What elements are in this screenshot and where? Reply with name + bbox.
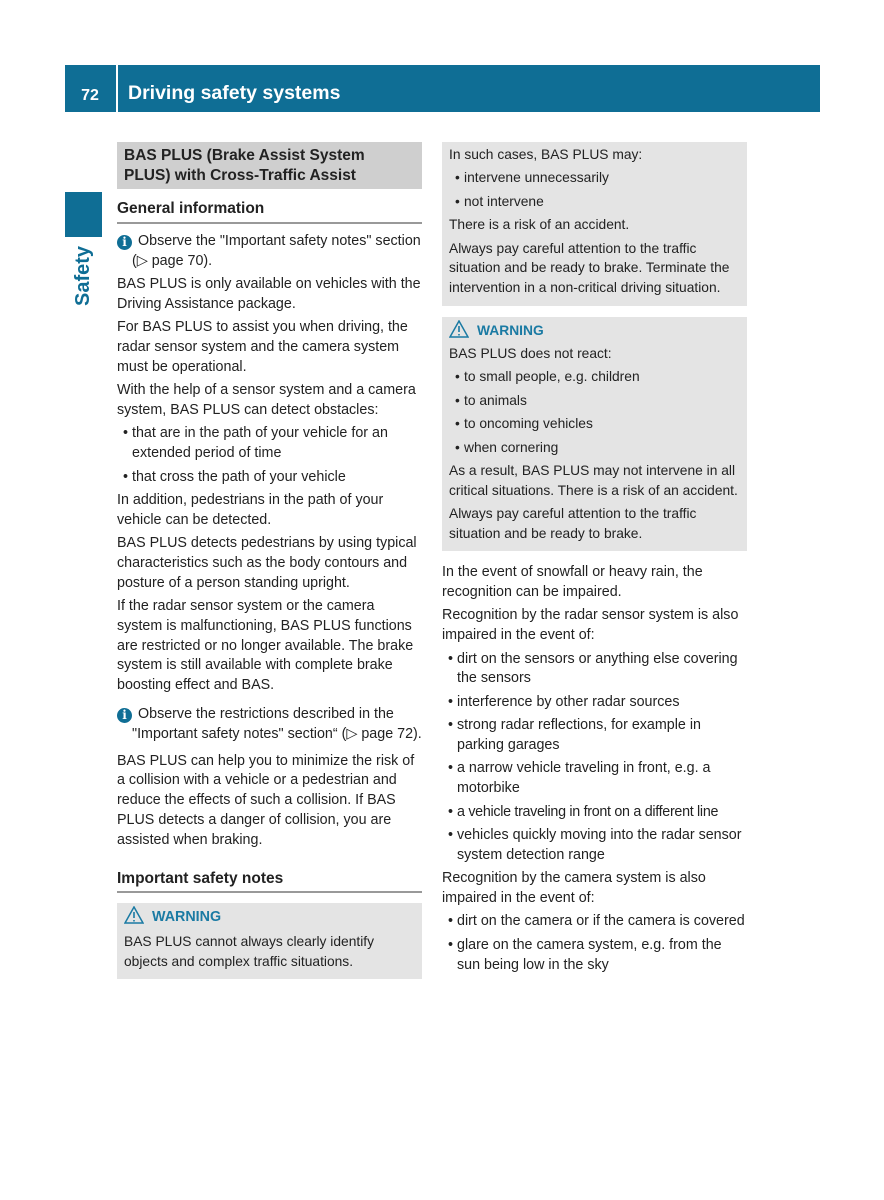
warning-box [117, 903, 422, 979]
safety-heading: Important safety notes [117, 869, 422, 894]
bullet-item: • vehicles quickly moving into the radar sensor system detection range [442, 826, 747, 866]
bullet-item: • interference by other radar sources [442, 693, 747, 713]
warning-triangle-icon [124, 906, 144, 924]
page-title: Driving safety systems [128, 82, 341, 104]
paragraph: For BAS PLUS to assist you when driving, the radar sensor system and the camera system must be operational. [117, 319, 408, 375]
bullet-item: • a vehicle traveling in front on a different line [442, 803, 747, 823]
info-icon: i [117, 708, 132, 723]
side-tab-marker [65, 192, 102, 237]
bullet-item: • strong radar reflections, for example in parking garages [442, 716, 747, 756]
warning-box [442, 317, 747, 552]
page-number: 72 [81, 87, 99, 104]
bullet-item: • not intervene [449, 192, 740, 212]
side-tab [64, 240, 104, 312]
paragraph: Recognition by the radar sensor system is also impaired in the event of: [442, 607, 739, 644]
bullet-item: • that cross the path of your vehicle [117, 468, 422, 488]
side-tab-label: Safety [72, 245, 95, 307]
bullet-item: • a narrow vehicle traveling in front, e.g. a motorbike [442, 759, 747, 799]
bullet-item: • to oncoming vehicles [449, 414, 740, 434]
paragraph: As a result, BAS PLUS may not intervene in all critical situations. There is a risk of an accident. [449, 462, 738, 498]
header-divider [116, 65, 118, 112]
warning-continued-box [442, 142, 747, 306]
info-note [117, 232, 422, 272]
page-header [65, 65, 820, 112]
general-heading: General information [117, 199, 422, 224]
warning-heading: WARNING [449, 320, 740, 341]
section-title: BAS PLUS (Brake Assist System PLUS) with Cross-Traffic Assist [117, 142, 422, 189]
bullet-item: • intervene unnecessarily [449, 168, 740, 188]
warning-triangle-icon [449, 320, 469, 338]
paragraph: In addition, pedestrians in the path of your vehicle can be detected. [117, 491, 384, 528]
bullet-item: • dirt on the sensors or anything else covering the sensors [442, 650, 747, 690]
bullet-item: • to animals [449, 391, 740, 411]
bullet-item: • to small people, e.g. children [449, 367, 740, 387]
paragraph: In such cases, BAS PLUS may: [449, 147, 643, 162]
paragraph: In the event of snowfall or heavy rain, the recognition can be impaired. [442, 564, 703, 601]
bullet-item: • when cornering [449, 438, 740, 458]
paragraph: BAS PLUS is only available on vehicles with the Driving Assistance package. [117, 275, 421, 312]
info-note [117, 705, 422, 745]
paragraph: Always pay careful attention to the traffic situation and be ready to brake. [449, 506, 697, 541]
info-text: Observe the restrictions described in the "Important safety notes" section“ (▷ page 72). [132, 706, 422, 742]
right-column [442, 142, 747, 979]
paragraph: There is a risk of an accident. [449, 217, 630, 233]
paragraph: BAS PLUS does not react: [449, 345, 612, 361]
bullet-item: • glare on the camera system, e.g. from the sun being low in the sky [442, 936, 747, 976]
info-icon: i [117, 235, 132, 250]
bullet-item: • dirt on the camera or if the camera is covered [442, 912, 747, 932]
left-column [117, 142, 422, 979]
warning-text: BAS PLUS cannot always clearly identify objects and complex traffic situations. [124, 933, 374, 969]
bullet-item: • that are in the path of your vehicle for an extended period of time [117, 424, 422, 464]
paragraph: Always pay careful attention to the traffic situation and be ready to brake. Terminate the intervention in a non-critical driving situation. [449, 240, 730, 296]
paragraph: If the radar sensor system or the camera system is malfunctioning, BAS PLUS functions are restricted or no longer available. The brake system is still available with complete brake boosting effect and BAS. [117, 598, 414, 694]
paragraph: BAS PLUS can help you to minimize the risk of a collision with a vehicle or a pedestrian and reduce the effects of such a collision. If BAS PLUS detects a danger of collision, you are assisted when braking. [117, 752, 415, 848]
paragraph: BAS PLUS detects pedestrians by using typical characteristics such as the body contours and posture of a person standing upright. [117, 535, 417, 591]
paragraph: With the help of a sensor system and a camera system, BAS PLUS can detect obstacles: [117, 382, 416, 418]
info-text: Observe the "Important safety notes" section (▷ page 70). [132, 232, 421, 269]
paragraph: Recognition by the camera system is also impaired in the event of: [442, 870, 706, 906]
warning-heading: WARNING [124, 906, 415, 928]
